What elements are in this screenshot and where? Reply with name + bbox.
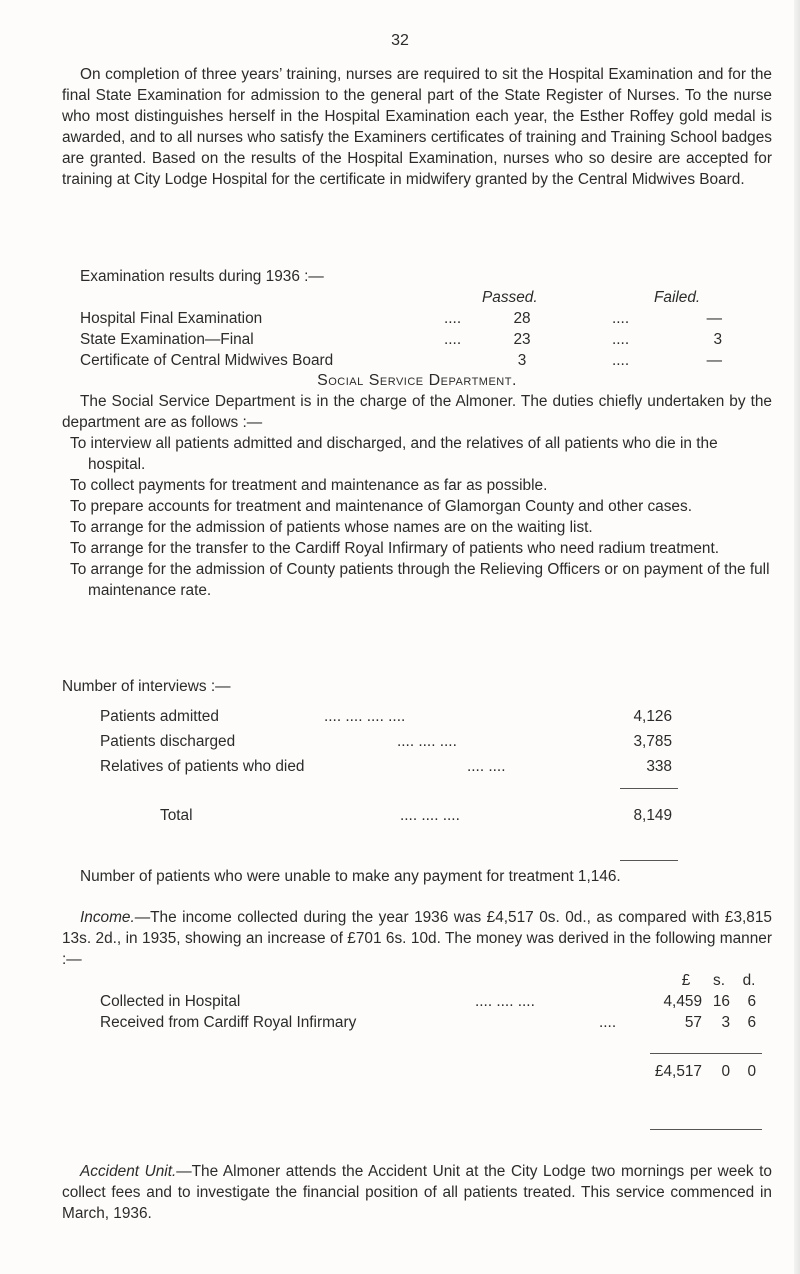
dot-leader: .... — [612, 310, 630, 327]
income-row-label: Received from Cardiff Royal Infirmary — [100, 1014, 357, 1031]
exam-row-failed: — — [706, 352, 722, 369]
dot-leader: .... — [612, 331, 630, 348]
interview-row — [62, 706, 772, 727]
income-row — [62, 1012, 772, 1033]
subtotal-rule — [620, 788, 678, 789]
intro-paragraph-block — [62, 64, 772, 190]
social-service-heading: Social Service Department. — [317, 372, 517, 389]
dot-leader: .... .... .... .... — [324, 708, 406, 725]
exam-row — [62, 329, 772, 350]
pounds-header: £ — [681, 972, 691, 989]
duty-item: To interview all patients admitted and discharged, and the relatives of all patients who die in the hospital. — [70, 435, 718, 473]
total-rule — [620, 860, 678, 861]
unable-to-pay-text: Number of patients who were unable to make any payment for treatment 1,146. — [80, 868, 621, 885]
duty-item: To arrange for the transfer to the Cardiff Royal Infirmary of patients who need radium treatment. — [70, 540, 720, 557]
exam-heading-text: Examination results during 1936 :— — [80, 268, 324, 285]
exam-row-label: Hospital Final Examination — [80, 310, 263, 327]
accident-unit-paragraph — [62, 1161, 772, 1224]
exam-row-failed: 3 — [713, 331, 722, 348]
exam-row — [62, 308, 772, 329]
dot-leader: .... .... .... — [475, 993, 535, 1010]
income-total-pence: 0 — [747, 1063, 756, 1080]
exam-results-section — [62, 266, 772, 371]
page-number: 32 — [391, 32, 409, 49]
income-total-pounds: £4,517 — [654, 1063, 702, 1080]
duty-item: To collect payments for treatment and maintenance as far as possible. — [70, 477, 548, 494]
interview-value: 338 — [646, 758, 672, 775]
income-text: —The income collected during the year 1936 was £4,517 0s. 0d., as compared with £3,815 13s. 2d., in 1935, showing an increase of £701 6s. 10d. The money was derived in the following manner :— — [62, 909, 772, 968]
income-pence: 6 — [747, 993, 756, 1010]
income-paragraph — [62, 907, 772, 970]
income-pounds: 57 — [684, 1014, 702, 1031]
exam-row — [62, 350, 772, 371]
income-pence: 6 — [747, 1014, 756, 1031]
income-total-rule — [650, 1129, 762, 1130]
income-label: Income. — [80, 909, 135, 926]
income-row-label: Collected in Hospital — [100, 993, 241, 1010]
failed-column-header: Failed. — [654, 289, 701, 306]
exam-row-passed: 28 — [513, 310, 531, 327]
dot-leader: .... — [599, 1014, 617, 1031]
income-pounds: 4,459 — [663, 993, 702, 1010]
dot-leader: .... .... .... — [397, 733, 457, 750]
duty-item: To arrange for the admission of County patients through the Relieving Officers or on payment of the full maintenance rate. — [70, 561, 770, 599]
page-edge-shadow — [794, 0, 800, 1274]
exam-row-label: State Examination—Final — [80, 331, 254, 348]
income-total-row — [62, 1061, 772, 1082]
interview-row — [62, 756, 772, 777]
interview-total-value: 8,149 — [633, 807, 672, 824]
passed-column-header: Passed. — [482, 289, 538, 306]
accident-unit-section — [62, 1161, 772, 1224]
interview-row — [62, 731, 772, 752]
interview-label: Patients discharged — [100, 733, 236, 750]
interview-value: 3,785 — [633, 733, 672, 750]
accident-unit-text: —The Almoner attends the Accident Unit at the City Lodge two mornings per week to collect fees and to investigate the financial position of all patients treated. This service commenced in March, 1936. — [62, 1163, 772, 1222]
interview-total-row — [62, 805, 772, 826]
income-subtotal-rule — [650, 1053, 762, 1054]
exam-row-passed: 23 — [513, 331, 531, 348]
exam-row-failed: — — [706, 310, 722, 327]
exam-row-label: Certificate of Central Midwives Board — [80, 352, 334, 369]
interview-label: Patients admitted — [100, 708, 219, 725]
interviews-heading-text: Number of interviews :— — [62, 678, 231, 695]
duty-item: To arrange for the admission of patients whose names are on the waiting list. — [70, 519, 593, 536]
exam-column-headers — [62, 287, 772, 308]
income-total-shillings: 0 — [721, 1063, 730, 1080]
interviews-heading — [62, 676, 772, 697]
income-column-headers — [62, 970, 772, 991]
duty-item: To prepare accounts for treatment and maintenance of Glamorgan County and other cases. — [70, 498, 692, 515]
exam-heading — [62, 266, 772, 287]
dot-leader: .... — [612, 352, 630, 369]
exam-row-passed: 3 — [517, 352, 527, 369]
social-service-section — [62, 370, 772, 601]
interview-total-label: Total — [160, 807, 193, 824]
social-service-intro: The Social Service Department is in the charge of the Almoner. The duties chiefly undertaken by the department are as follows :— — [62, 393, 772, 431]
income-shillings: 3 — [721, 1014, 730, 1031]
accident-unit-label: Accident Unit. — [80, 1163, 177, 1180]
shillings-header: s. — [713, 972, 725, 989]
dot-leader: .... .... — [467, 758, 506, 775]
interview-label: Relatives of patients who died — [100, 758, 305, 775]
dot-leader: .... — [444, 331, 462, 348]
interview-value: 4,126 — [633, 708, 672, 725]
dot-leader: .... .... .... — [400, 807, 460, 824]
unable-to-pay-block — [62, 866, 772, 887]
pence-header: d. — [742, 972, 756, 989]
income-section — [62, 907, 772, 1082]
dot-leader: .... — [444, 310, 462, 327]
intro-paragraph: On completion of three years’ training, nurses are required to sit the Hospital Examination and for the final State Examination for admission to the general part of the State Register of Nurses. To the nurse who most distinguishes herself in the Hospital Examination each year, the Esther Roffey gold medal is awarded, and to all nurses who satisfy the Examiners certificates of training and Training School badges are granted. Based on the results of the Hospital Examination, nurses who so desire are accepted for training at City Lodge Hospital for the certificate in midwifery granted by the Central Midwives Board. — [62, 66, 772, 188]
income-shillings: 16 — [712, 993, 730, 1010]
interviews-section — [62, 676, 772, 826]
income-row — [62, 991, 772, 1012]
